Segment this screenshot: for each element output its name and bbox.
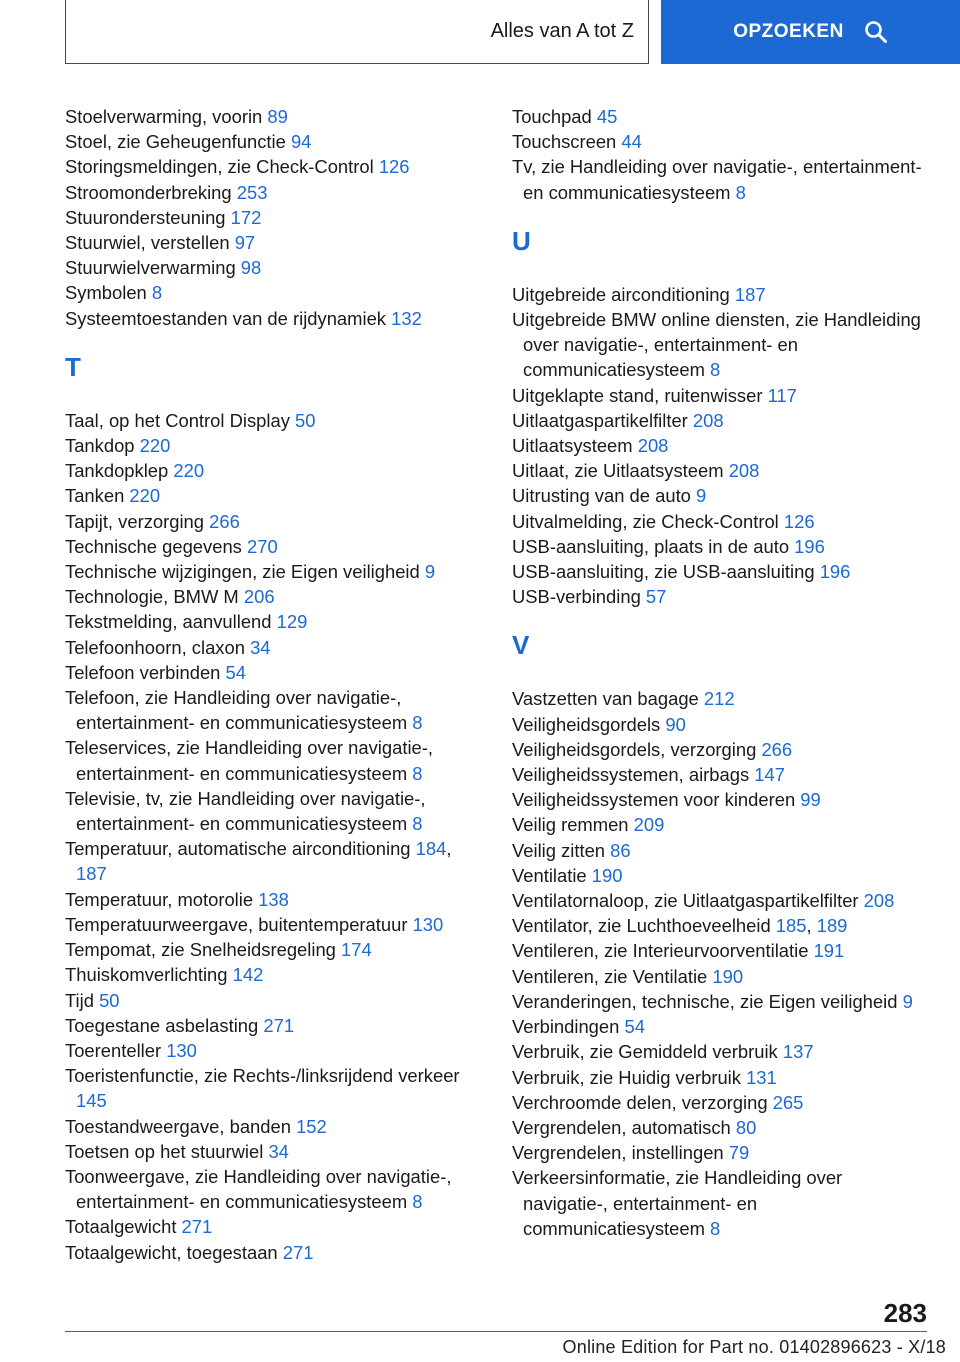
index-entry-text: Veranderingen, technische, zie Eigen veiligheid [512, 990, 903, 1012]
index-entry [512, 282, 922, 307]
index-entry-text: Veiligheidssystemen voor kinderen [512, 789, 801, 811]
index-entry-text: Temperatuurweergave, buitentemperatuur [65, 913, 413, 935]
search-icon [864, 20, 888, 44]
page-reference-link[interactable]: 44 [621, 131, 642, 153]
footer-divider [65, 1331, 927, 1332]
index-entry-text: Verkeersinformatie, zie Handleiding over navigatie-, entertainment- en communicatiesysteem [512, 1167, 843, 1239]
index-entry [65, 609, 485, 634]
index-entry [512, 307, 922, 383]
index-entry-text: Stoel, zie Geheugenfunctie [65, 131, 291, 153]
page-reference-link[interactable]: 271 [282, 1241, 314, 1263]
index-entry-text: Touchpad [512, 106, 597, 127]
page-reference-link[interactable]: 54 [624, 1016, 645, 1038]
index-entry-text: Temperatuur, motorolie [65, 888, 259, 910]
index-entry-text: Verchroomde delen, verzorging [512, 1091, 773, 1113]
index-entry-text: Stuurwielverwarming [65, 257, 241, 279]
index-entry [512, 938, 922, 963]
index-entry [512, 1014, 922, 1039]
page-reference-link[interactable]: 184 [415, 838, 447, 860]
index-entry-text: Ventileren, zie Ventilatie [512, 965, 713, 987]
index-entry [65, 509, 485, 534]
index-entry-text: Temperatuur, automatische airconditioning [65, 838, 416, 860]
index-entry [65, 1013, 485, 1038]
page-reference-link[interactable]: 208 [863, 890, 895, 912]
index-entry-text: Ventileren, zie Interieurvoorventilatie [512, 940, 814, 962]
page-reference-link[interactable]: 9 [902, 990, 913, 1012]
index-entry-text: Toeristenfunctie, zie Rechts-/linksrijdend verkeer [65, 1065, 460, 1087]
page-reference-link[interactable]: 8 [735, 181, 746, 203]
page-reference-link[interactable]: 86 [610, 839, 631, 861]
search-button[interactable] [661, 0, 960, 64]
page-reference-link[interactable]: 117 [767, 384, 797, 406]
index-entry [65, 408, 485, 433]
page-reference-link[interactable]: 89 [267, 106, 288, 127]
index-entry [65, 1139, 485, 1164]
index-entry-text: Uitvalmelding, zie Check-Control [512, 510, 784, 532]
index-entry-text: Stuurwiel, verstellen [65, 232, 235, 254]
index-entry [512, 458, 922, 483]
index-entry [65, 534, 485, 559]
index-entry [512, 383, 922, 408]
page-reference-link[interactable]: 174 [341, 939, 372, 961]
ref-separator: , [446, 838, 452, 860]
index-entry-text: Ventilatie [512, 864, 592, 886]
index-entry-text: Tankdop [65, 435, 140, 457]
index-entry [512, 534, 922, 559]
index-entry-text: Veiligheidssystemen, airbags [512, 764, 755, 786]
page-reference-link[interactable]: 98 [240, 257, 262, 279]
index-entry-text: Touchscreen [512, 131, 622, 153]
index-entry-text: Uitlaatsysteem [512, 435, 638, 457]
index-entry [65, 1164, 485, 1214]
index-entry [512, 787, 922, 812]
index-entry-text: Tapijt, verzorging [65, 510, 210, 532]
section-title: Alles van A tot Z [490, 20, 634, 42]
page-reference-link[interactable]: 196 [819, 561, 851, 583]
page-reference-link[interactable]: 212 [703, 688, 735, 710]
index-entry [512, 408, 922, 433]
index-entry [512, 483, 922, 508]
page-reference-link[interactable]: 152 [296, 1115, 327, 1137]
index-entry [65, 660, 485, 685]
index-entry-text: Uitlaatgaspartikelfilter [512, 409, 693, 431]
index-entry [65, 685, 485, 735]
index-entry [65, 205, 485, 230]
page-reference-link[interactable]: 220 [129, 485, 161, 507]
index-entry-text: Tijd [65, 989, 100, 1011]
index-entry-text: Vergrendelen, instellingen [512, 1142, 729, 1164]
index-entry [512, 154, 922, 204]
index-entry [512, 104, 922, 129]
index-entry-text: Toerenteller [65, 1039, 167, 1061]
page-reference-link[interactable]: 8 [151, 282, 163, 304]
page-reference-link[interactable]: 270 [246, 535, 278, 557]
index-entry [512, 1065, 922, 1090]
index-entry [65, 735, 485, 785]
index-entry-text: Telefoon verbinden [65, 661, 226, 683]
index-entry [65, 635, 485, 660]
page-reference-link[interactable]: 271 [181, 1216, 213, 1238]
index-entry-text: Uitlaat, zie Uitlaatsysteem [512, 460, 729, 482]
page-reference-link[interactable]: 220 [139, 435, 171, 457]
index-entry [512, 686, 922, 711]
page-reference-link[interactable]: 45 [596, 106, 618, 127]
page-reference-link[interactable]: 94 [290, 131, 312, 153]
index-entry-text: Tv, zie Handleiding over navigatie-, entertainment- en communicatiesysteem [512, 156, 922, 203]
page-reference-link[interactable]: 131 [746, 1066, 777, 1088]
index-entry-text: Stoelverwarming, voorin [65, 106, 268, 127]
page-reference-link[interactable]: 8 [710, 1217, 721, 1239]
page-reference-link[interactable]: 8 [412, 712, 423, 734]
index-entry [512, 559, 922, 584]
index-entry [65, 1114, 485, 1139]
page-reference-link[interactable]: 196 [794, 535, 825, 557]
index-entry-text: Tempomat, zie Snelheidsregeling [65, 939, 342, 961]
index-entry-text: Toonweergave, zie Handleiding over navigatie-, entertainment- en communicatiesysteem [65, 1165, 452, 1213]
index-entry [65, 458, 485, 483]
index-entry-text: Verbruik, zie Huidig verbruik [512, 1066, 747, 1088]
index-entry [65, 483, 485, 508]
index-entry [512, 913, 922, 938]
page-reference-link[interactable]: 220 [173, 460, 205, 482]
page-reference-link[interactable]: 8 [710, 359, 721, 381]
ref-separator: , [806, 915, 817, 937]
index-entry [512, 762, 922, 787]
index-entry-text: Veilig remmen [512, 814, 634, 836]
index-entry [65, 1240, 485, 1265]
page-reference-link[interactable]: 208 [692, 409, 724, 431]
index-entry [65, 1214, 485, 1239]
index-entry-text: Toetsen op het stuurwiel [65, 1140, 269, 1162]
page-reference-link[interactable]: 99 [800, 789, 821, 811]
index-entry-text: Totaalgewicht [65, 1216, 182, 1238]
page-reference-link[interactable]: 266 [209, 510, 240, 532]
page-reference-link[interactable]: 172 [230, 206, 262, 228]
search-label: OPZOEKEN [733, 21, 844, 42]
index-entry-text: Taal, op het Control Display [65, 409, 295, 431]
page-reference-link[interactable]: 145 [76, 1090, 107, 1112]
page-reference-link[interactable]: 209 [633, 814, 665, 836]
page-reference-link[interactable]: 130 [166, 1039, 197, 1061]
edition-footer: Online Edition for Part no. 01402896623 - X/18 [562, 1337, 946, 1357]
index-entry-text: USB-aansluiting, zie USB-aansluiting [512, 561, 820, 583]
page-reference-link[interactable]: 80 [735, 1116, 757, 1138]
page-reference-link[interactable]: 206 [243, 586, 275, 608]
page-reference-link[interactable]: 129 [276, 611, 308, 633]
page-reference-link[interactable]: 97 [234, 232, 256, 254]
page-reference-link[interactable]: 208 [728, 460, 760, 482]
page-reference-link[interactable]: 130 [412, 913, 444, 935]
page-reference-link[interactable]: 57 [645, 586, 667, 608]
index-entry-text: Uitgebreide BMW online diensten, zie Handleiding over navigatie-, entertainment- en communicatiesysteem [512, 309, 921, 381]
index-entry [512, 509, 922, 534]
index-entry [512, 433, 922, 458]
index-entry [512, 1090, 922, 1115]
page-reference-link[interactable]: 138 [258, 888, 289, 910]
index-letter-heading: V [512, 630, 530, 661]
index-entry [512, 1165, 922, 1241]
index-entry [65, 988, 485, 1013]
page-reference-link[interactable]: 54 [225, 661, 246, 683]
index-column-right [512, 104, 922, 1241]
index-entry-text: Symbolen [65, 282, 152, 304]
page-reference-link[interactable]: 8 [412, 813, 423, 835]
index-entry-text: Thuiskomverlichting [65, 964, 233, 986]
index-entry [512, 964, 922, 989]
index-entry-text: Veilig zitten [512, 839, 611, 861]
index-entry [512, 838, 922, 863]
index-entry-text: Vastzetten van bagage [512, 688, 704, 710]
index-entry-text: Tankdopklep [65, 460, 174, 482]
index-entry [512, 584, 922, 609]
index-entry-text: Totaalgewicht, toegestaan [65, 1241, 283, 1263]
index-entry [65, 559, 485, 584]
index-entry [65, 1038, 485, 1063]
page-reference-link[interactable]: 208 [637, 435, 669, 457]
index-entry [65, 180, 485, 205]
index-entry [65, 836, 485, 886]
index-entry-text: Veiligheidsgordels [512, 713, 666, 735]
page-reference-link[interactable]: 8 [412, 762, 423, 784]
page-reference-link[interactable]: 185 [775, 915, 807, 937]
index-entry-text: Technische gegevens [65, 535, 247, 557]
index-entry [65, 129, 485, 154]
page-reference-link[interactable]: 187 [734, 283, 766, 305]
index-entry [65, 154, 485, 179]
page-reference-link[interactable]: 126 [378, 156, 410, 178]
page-reference-link[interactable]: 265 [772, 1091, 804, 1113]
index-entry [65, 306, 485, 331]
index-entry [512, 888, 922, 913]
index-entry-text: Tanken [65, 485, 130, 507]
index-entry [65, 584, 485, 609]
index-entry-text: Ventilator, zie Luchthoeveelheid [512, 915, 776, 937]
page-reference-link[interactable]: 142 [232, 964, 264, 986]
index-entry [65, 280, 485, 305]
index-letter-heading: U [512, 225, 531, 256]
page-reference-link[interactable]: 8 [412, 1191, 423, 1213]
page-reference-link[interactable]: 189 [816, 915, 848, 937]
index-entry-text: Tekstmelding, aanvullend [65, 611, 277, 633]
index-entry [512, 1140, 922, 1165]
index-entry [512, 129, 922, 154]
index-entry [512, 812, 922, 837]
page-reference-link[interactable]: 266 [761, 738, 793, 760]
index-entry [512, 989, 922, 1014]
index-entry [65, 887, 485, 912]
index-entry [65, 230, 485, 255]
index-entry [65, 962, 485, 987]
index-entry [512, 712, 922, 737]
page-reference-link[interactable]: 187 [76, 863, 107, 885]
index-entry-text: Televisie, tv, zie Handleiding over navigatie-, entertainment- en communicatiesysteem [65, 787, 426, 835]
page-reference-link[interactable]: 34 [250, 636, 271, 658]
page-reference-link[interactable]: 253 [236, 181, 268, 203]
index-entry [65, 912, 485, 937]
index-entry-text: Teleservices, zie Handleiding over navigatie-, entertainment- en communicatiesysteem [65, 737, 434, 784]
index-entry [65, 937, 485, 962]
index-entry-text: Veiligheidsgordels, verzorging [512, 738, 762, 760]
index-entry-text: Uitrusting van de auto [512, 485, 697, 507]
page-number: 283 [883, 1298, 927, 1328]
index-entry-text: Technologie, BMW M [65, 586, 244, 608]
page-reference-link[interactable]: 190 [712, 965, 744, 987]
page-reference-link[interactable]: 50 [295, 409, 316, 431]
page-reference-link[interactable]: 9 [696, 485, 707, 507]
page-reference-link[interactable]: 271 [263, 1014, 295, 1036]
page-reference-link[interactable]: 132 [391, 307, 422, 329]
index-entry [65, 104, 485, 129]
index-entry-text: Uitgeklapte stand, ruitenwisser [512, 384, 768, 406]
page-reference-link[interactable]: 90 [665, 713, 686, 735]
index-entry [65, 433, 485, 458]
index-entry-text: Uitgebreide airconditioning [512, 283, 735, 305]
index-letter-heading: T [65, 351, 81, 382]
page-reference-link[interactable]: 147 [754, 764, 785, 786]
page-reference-link[interactable]: 79 [728, 1142, 750, 1164]
index-entry [65, 1063, 485, 1113]
index-entry-text: Toestandweergave, banden [65, 1115, 297, 1137]
page-reference-link[interactable]: 126 [783, 510, 815, 532]
index-entry-text: Telefoonhoorn, claxon [65, 636, 251, 658]
index-entry-text: Verbruik, zie Gemiddeld verbruik [512, 1041, 783, 1063]
page-reference-link[interactable]: 190 [591, 864, 623, 886]
index-entry [512, 863, 922, 888]
index-entry-text: Stuurondersteuning [65, 206, 231, 228]
index-entry-text: Stroomonderbreking [65, 181, 237, 203]
index-entry [65, 255, 485, 280]
index-entry-text: Ventilatornaloop, zie Uitlaatgaspartikelfilter [512, 890, 864, 912]
page-reference-link[interactable]: 34 [268, 1140, 289, 1162]
page-reference-link[interactable]: 9 [424, 561, 436, 583]
index-entry-text: Vergrendelen, automatisch [512, 1116, 736, 1138]
index-entry [512, 737, 922, 762]
page-reference-link[interactable]: 137 [782, 1041, 814, 1063]
index-entry-text: USB-aansluiting, plaats in de auto [512, 535, 795, 557]
index-entry-text: Storingsmeldingen, zie Check-Control [65, 156, 379, 178]
index-column-left [65, 104, 485, 1265]
page-reference-link[interactable]: 191 [813, 940, 845, 962]
index-entry-text: USB-verbinding [512, 586, 646, 608]
index-entry [65, 786, 485, 836]
index-entry-text: Telefoon, zie Handleiding over navigatie-, entertainment- en communicatiesysteem [65, 687, 413, 734]
index-entry [512, 1039, 922, 1064]
index-entry-text: Systeemtoestanden van de rijdynamiek [65, 307, 392, 329]
index-entry-text: Verbindingen [512, 1016, 625, 1038]
index-entry [512, 1115, 922, 1140]
page-reference-link[interactable]: 50 [99, 989, 120, 1011]
index-entry-text: Technische wijzigingen, zie Eigen veiligheid [65, 561, 425, 583]
section-header-tab [65, 0, 649, 64]
index-entry-text: Toegestane asbelasting [65, 1014, 264, 1036]
